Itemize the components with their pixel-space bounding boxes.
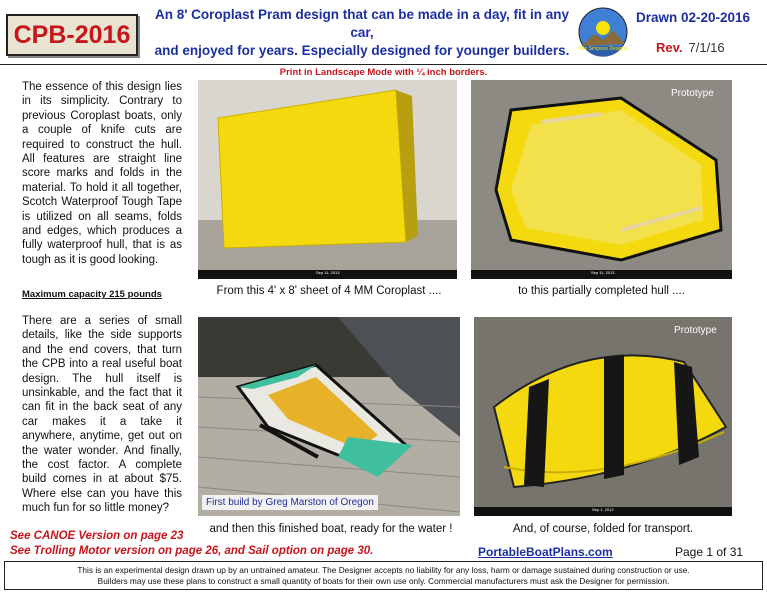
details-paragraph: There are a series of small details, like the side supports and the end covers, that turn the CPB into a real useful boat design. The hull itself is unsinkable, and the fact that it can fit in the back seat of any car makes it a take it anywhere, anytime, get out on the water wonder. And finally, the cost factor. A complete build comes in at about $75. Where else can you have this much fun for so little money? xyxy=(22,315,182,515)
print-note: Print in Landscape Mode with ¼ inch borders. xyxy=(279,67,488,78)
photo-3-caption: and then this finished boat, ready for the water ! xyxy=(209,523,453,535)
photo-date-stamp: Sep 1, 2012 xyxy=(592,507,614,512)
photo-1-caption: From this 4' x 8' sheet of 4 MM Coroplast .... xyxy=(216,285,442,297)
disclaimer-footer xyxy=(4,561,763,590)
header-divider xyxy=(0,64,767,65)
designer-logo xyxy=(577,6,629,58)
tagline xyxy=(142,6,582,60)
max-capacity-heading: Maximum capacity 215 pounds xyxy=(22,289,162,300)
page-header xyxy=(0,0,767,66)
page-number: Page 1 of 31 xyxy=(675,545,744,559)
photo-2-caption: to this partially completed hull .... xyxy=(518,285,685,297)
photo-date-stamp: Sep 11, 2013 xyxy=(316,270,340,275)
prototype-label: Prototype xyxy=(671,88,714,99)
disclaimer-line-1: This is an experimental design drawn up by an untrained amateur. The Designer accepts no liability for any loss, harm or damage sustained during construction or use. xyxy=(77,565,690,575)
document-id: CPB-2016 xyxy=(6,14,138,56)
intro-paragraph: The essence of this design lies in its simplicity. Contrary to previous Coroplast boats, only a couple of knife cuts are required to construct the hull. All features are straight line score marks and folds in the material. To hold it all together, Scotch Waterproof Tough Tape is utilized on all seams, folds and edges, which produces a fully waterproof hull, that is as tough as it is good looking. xyxy=(22,81,182,266)
tagline-line-2: and enjoyed for years. Especially designed for younger builders. xyxy=(154,43,570,58)
logo-text: Ken Simpson Designs xyxy=(578,46,628,52)
photo-date-stamp: Sep 11, 2013 xyxy=(591,270,615,275)
first-build-label: First build by Greg Marston of Oregon xyxy=(202,495,378,510)
photo-folded-boat xyxy=(474,317,732,516)
photo-partial-hull xyxy=(471,80,732,279)
website-link[interactable]: PortableBoatPlans.com xyxy=(478,545,613,559)
canoe-version-link[interactable]: See CANOE Version on page 23 xyxy=(10,530,184,542)
trolling-motor-link[interactable]: See Trolling Motor version on page 26, and Sail option on page 30. xyxy=(10,545,374,557)
revision xyxy=(656,40,725,55)
disclaimer-line-2: Builders may use these plans to construct a small quantity of boats for their own use only. Commercial manufacturers must ask the Designer for permission. xyxy=(97,576,670,586)
photo-4-caption: And, of course, folded for transport. xyxy=(512,523,694,535)
revision-date: 7/1/16 xyxy=(688,40,725,55)
photo-finished-boat xyxy=(198,317,460,516)
photo-coroplast-sheet xyxy=(198,80,457,279)
tagline-line-1: An 8' Coroplast Pram design that can be made in a day, fit in any car, xyxy=(154,7,570,40)
prototype-label: Prototype xyxy=(674,325,717,336)
drawn-date: Drawn 02-20-2016 xyxy=(636,10,751,25)
revision-label: Rev. xyxy=(656,40,683,55)
